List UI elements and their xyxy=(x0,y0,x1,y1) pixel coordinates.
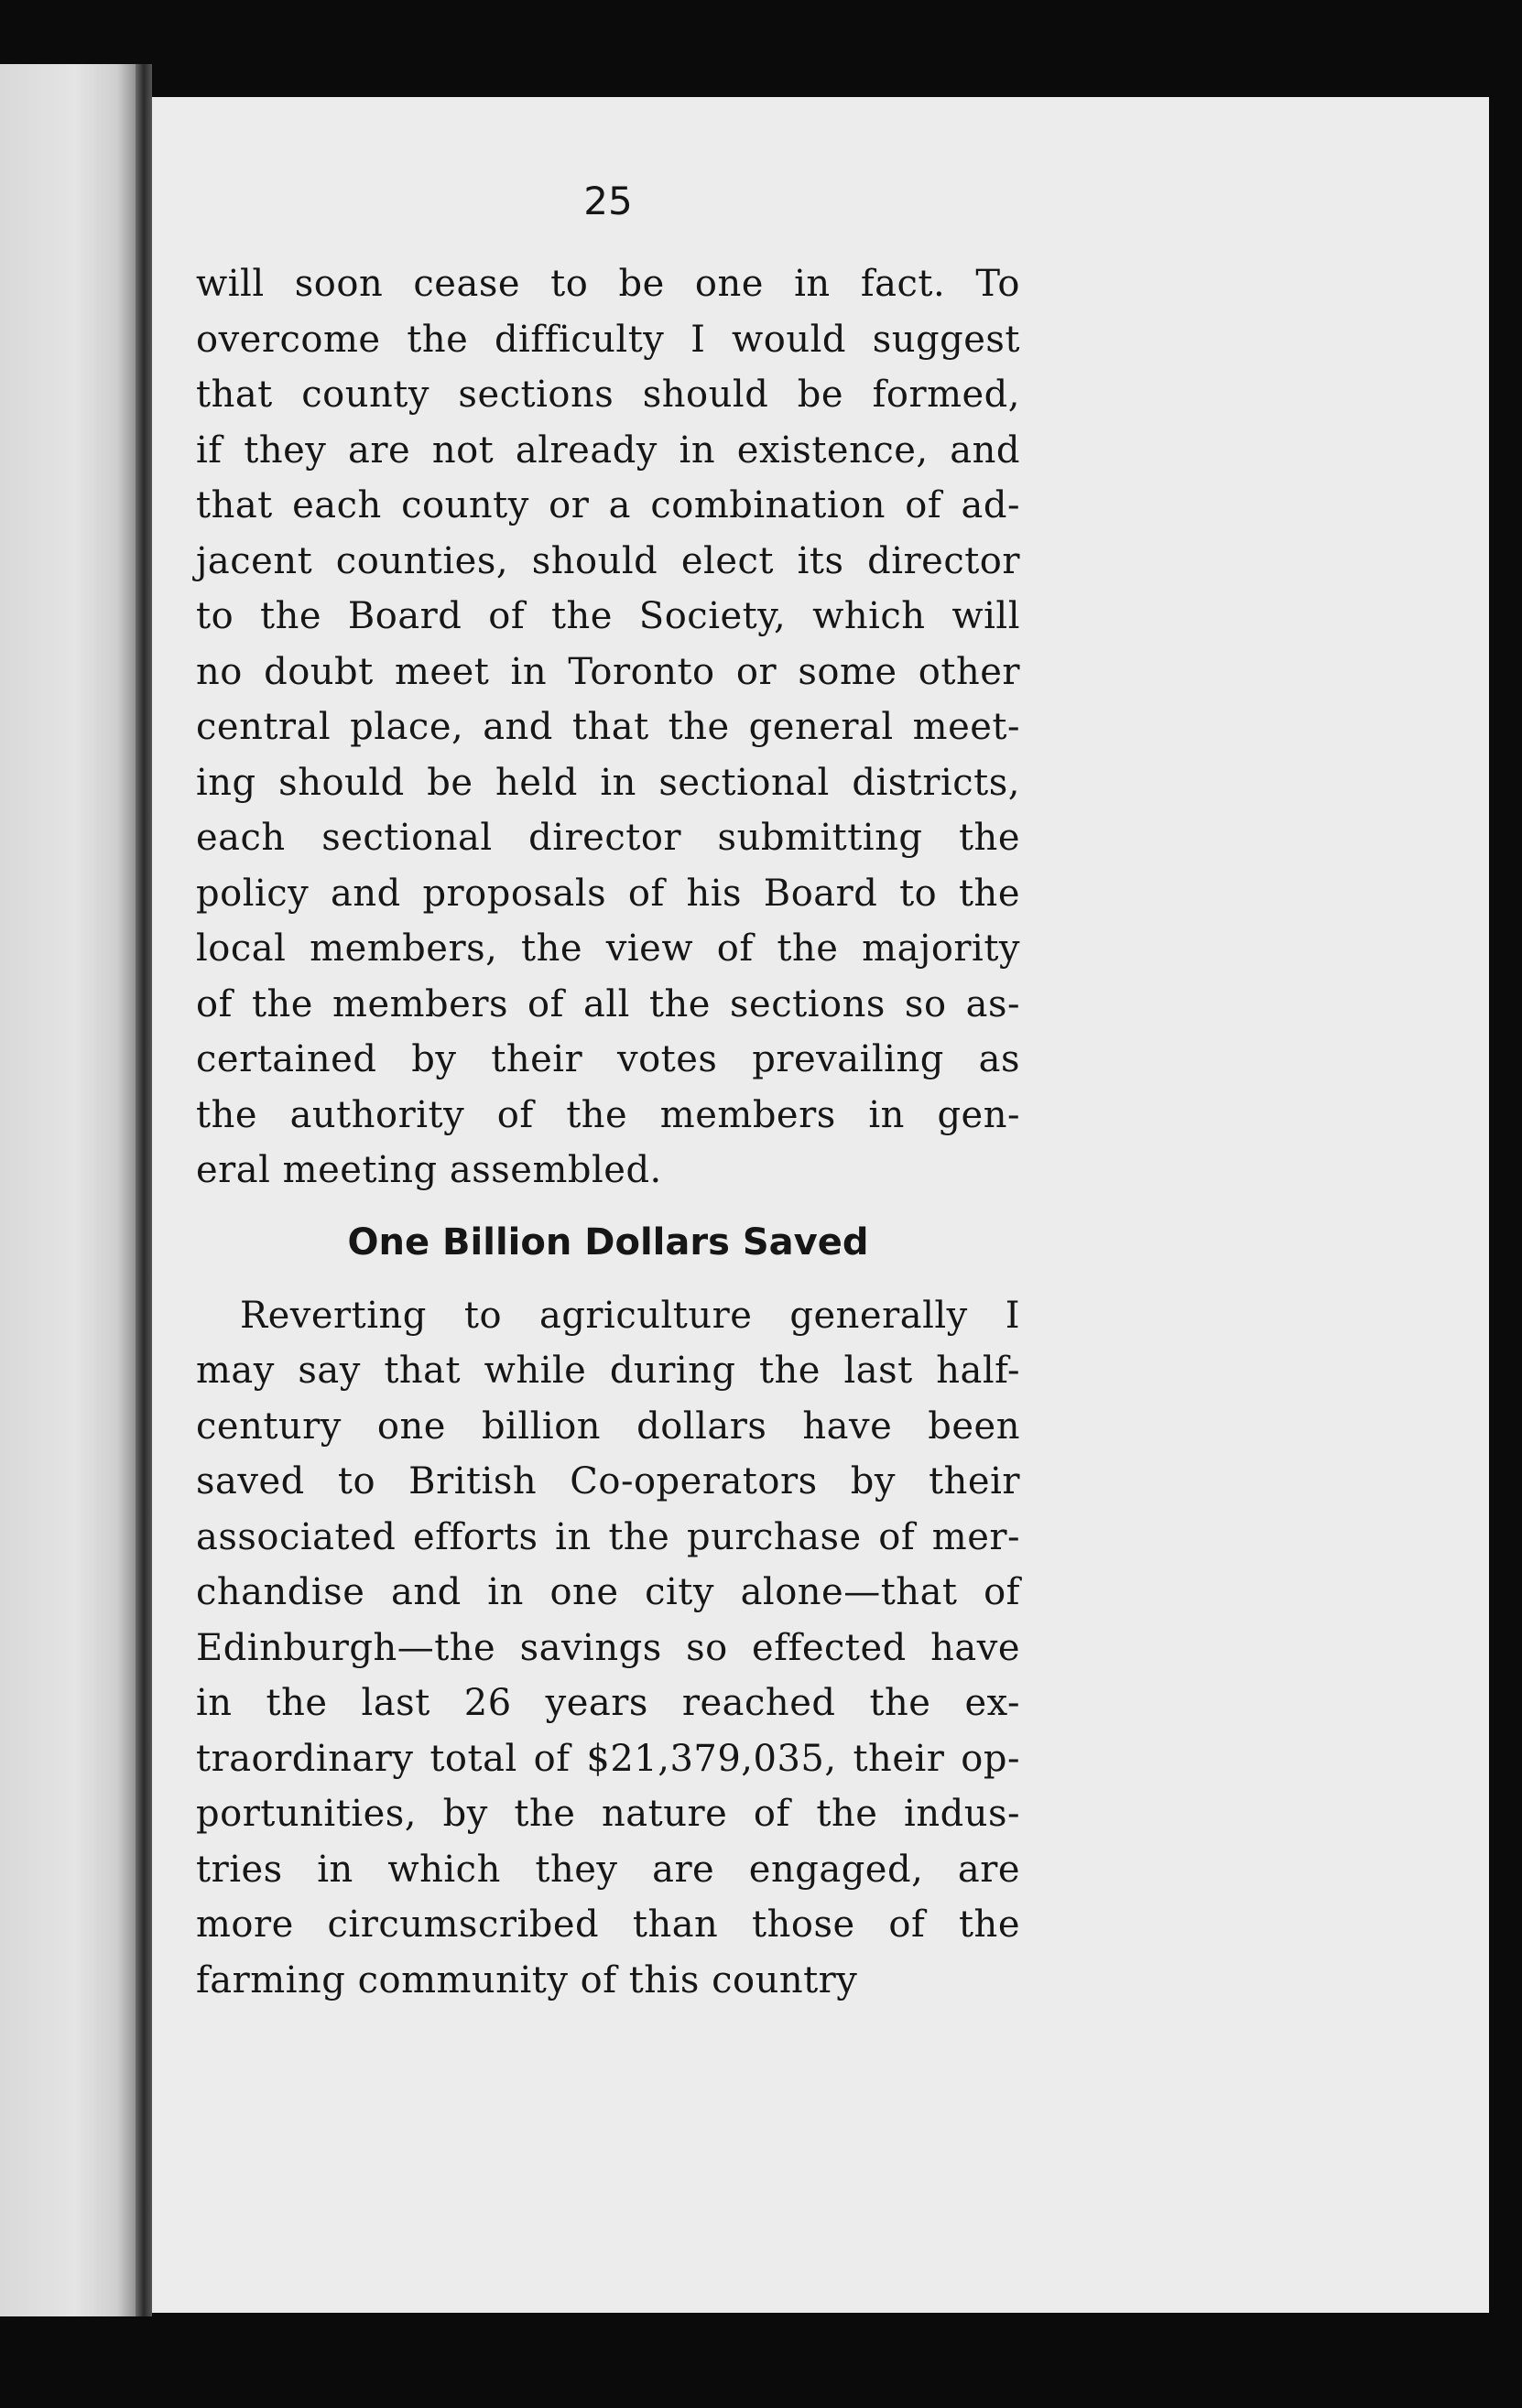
text-line: ing should be held in sectional districts, xyxy=(196,761,1020,804)
text-line: tries in which they are engaged, are xyxy=(196,1848,1020,1891)
text-line: of the members of all the sections so as- xyxy=(196,982,1020,1025)
text-line: central place, and that the general meet- xyxy=(196,706,1020,748)
text-line: associated efforts in the purchase of mer- xyxy=(196,1515,1020,1558)
text-line: Edinburgh—the savings so effected have xyxy=(196,1626,1020,1669)
book-spine xyxy=(136,64,152,2316)
text-line: eral meeting assembled. xyxy=(196,1149,662,1191)
text-line: century one billion dollars have been xyxy=(196,1405,1020,1448)
text-line: if they are not already in existence, and xyxy=(196,428,1020,472)
text-line: in the last 26 years reached the ex- xyxy=(196,1682,1020,1724)
text-line: portunities, by the nature of the indus- xyxy=(196,1793,1020,1835)
text-line: overcome the difficulty I would suggest xyxy=(196,318,1020,361)
text-line: that each county or a combination of ad- xyxy=(196,484,1020,526)
page-number: 25 xyxy=(583,179,633,223)
text-line: chandise and in one city alone—that of xyxy=(196,1571,1020,1613)
paragraph-1 xyxy=(196,256,1020,1199)
text-line: no doubt meet in Toronto or some other xyxy=(196,650,1020,693)
text-line: jacent counties, should elect its director xyxy=(196,539,1020,582)
text-line: farming community of this country xyxy=(196,1958,858,2001)
text-line: Reverting to agriculture generally I xyxy=(240,1294,1020,1337)
text-line: each sectional director submitting the xyxy=(196,817,1020,859)
text-line: to the Board of the Society, which will xyxy=(196,595,1020,637)
text-line: policy and proposals of his Board to the xyxy=(196,872,1020,915)
text-line: local members, the view of the majority xyxy=(196,927,1020,970)
text-line: the authority of the members in gen- xyxy=(196,1093,1020,1136)
text-line: more circumscribed than those of the xyxy=(196,1904,1020,1946)
text-line: certained by their votes prevailing as xyxy=(196,1038,1020,1080)
page-content xyxy=(196,174,1020,2008)
section-heading: One Billion Dollars Saved xyxy=(347,1220,869,1264)
text-line: may say that while during the last half- xyxy=(196,1350,1020,1392)
facing-page-edge xyxy=(0,64,137,2316)
text-line: traordinary total of $21,379,035, their op- xyxy=(196,1737,1020,1780)
text-line: will soon cease to be one in fact. To xyxy=(196,263,1020,305)
text-line: that county sections should be formed, xyxy=(196,374,1020,416)
paragraph-2 xyxy=(196,1288,1020,2009)
text-line: saved to British Co-operators by their xyxy=(196,1460,1020,1502)
